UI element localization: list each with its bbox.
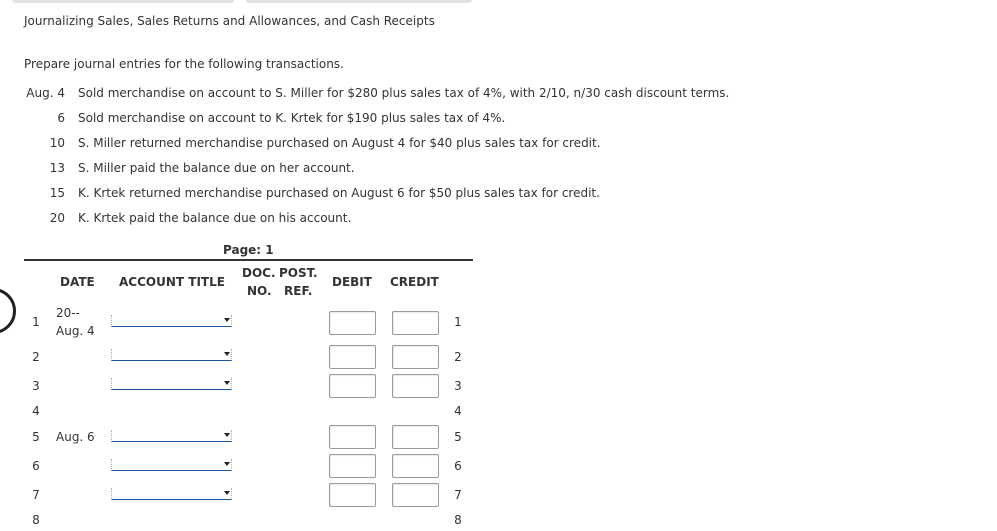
instructions: Prepare journal entries for the following transactions. [24, 57, 344, 71]
account-select[interactable] [111, 378, 232, 390]
credit-input[interactable] [392, 311, 439, 335]
chevron-down-icon [224, 433, 230, 437]
tab-shadow [12, 0, 234, 3]
transaction-day: 13 [49, 161, 65, 175]
transaction-day: Aug. 4 [26, 86, 65, 100]
row-number: 4 [454, 404, 462, 418]
transaction-day: 15 [49, 186, 65, 200]
date-header: DATE [60, 275, 95, 289]
journal-page-label: Page: 1 [223, 243, 274, 257]
row-number: 4 [32, 404, 40, 418]
post-ref-header: REF. [284, 284, 313, 298]
credit-input[interactable] [392, 425, 439, 449]
debit-input[interactable] [329, 454, 376, 478]
credit-input[interactable] [392, 374, 439, 398]
transaction-text: S. Miller paid the balance due on her account. [78, 161, 355, 175]
account-select[interactable] [111, 488, 232, 500]
transaction-text: K. Krtek paid the balance due on his account. [78, 211, 352, 225]
row-number: 8 [32, 513, 40, 527]
transaction-day: 20 [49, 211, 65, 225]
account-select[interactable] [111, 430, 232, 442]
chevron-down-icon [224, 381, 230, 385]
row-number: 3 [454, 379, 462, 393]
transaction-day: 10 [49, 136, 65, 150]
transaction-text: S. Miller returned merchandise purchased on August 4 for $40 plus sales tax for credit. [78, 136, 601, 150]
transaction-day: 6 [57, 111, 65, 125]
chevron-down-icon [224, 462, 230, 466]
row-number: 8 [454, 513, 462, 527]
row-number: 2 [32, 350, 40, 364]
date-cell: Aug. 6 [56, 430, 95, 444]
tab-shadow [246, 0, 472, 3]
transaction-text: K. Krtek returned merchandise purchased on August 6 for $50 plus sales tax for credit. [78, 186, 600, 200]
transaction-text: Sold merchandise on account to S. Miller for $280 plus sales tax of 4%, with 2/10, n/30 cash discount terms. [78, 86, 730, 100]
header-divider [24, 259, 473, 261]
date-cell: Aug. 4 [56, 324, 95, 338]
focus-ring [0, 288, 16, 334]
transaction-text: Sold merchandise on account to K. Krtek for $190 plus sales tax of 4%. [78, 111, 506, 125]
row-number: 7 [32, 488, 40, 502]
credit-input[interactable] [392, 345, 439, 369]
debit-input[interactable] [329, 483, 376, 507]
row-number: 5 [32, 430, 40, 444]
row-number: 6 [32, 459, 40, 473]
debit-input[interactable] [329, 345, 376, 369]
debit-input[interactable] [329, 425, 376, 449]
credit-input[interactable] [392, 454, 439, 478]
debit-input[interactable] [329, 374, 376, 398]
chevron-down-icon [224, 352, 230, 356]
account-select[interactable] [111, 459, 232, 471]
credit-header: CREDIT [390, 275, 439, 289]
doc-no-header: DOC. [242, 266, 276, 280]
chevron-down-icon [224, 491, 230, 495]
row-number: 1 [32, 315, 40, 329]
row-number: 5 [454, 430, 462, 444]
chevron-down-icon [224, 318, 230, 322]
date-year: 20-- [56, 306, 80, 320]
account-select[interactable] [111, 349, 232, 361]
page-title: Journalizing Sales, Sales Returns and Allowances, and Cash Receipts [24, 14, 435, 28]
row-number: 1 [454, 315, 462, 329]
account-title-header: ACCOUNT TITLE [119, 275, 225, 289]
row-number: 7 [454, 488, 462, 502]
account-select[interactable] [111, 315, 232, 327]
debit-input[interactable] [329, 311, 376, 335]
credit-input[interactable] [392, 483, 439, 507]
row-number: 6 [454, 459, 462, 473]
doc-no-header: NO. [247, 284, 272, 298]
post-ref-header: POST. [279, 266, 318, 280]
row-number: 2 [454, 350, 462, 364]
debit-header: DEBIT [332, 275, 372, 289]
row-number: 3 [32, 379, 40, 393]
